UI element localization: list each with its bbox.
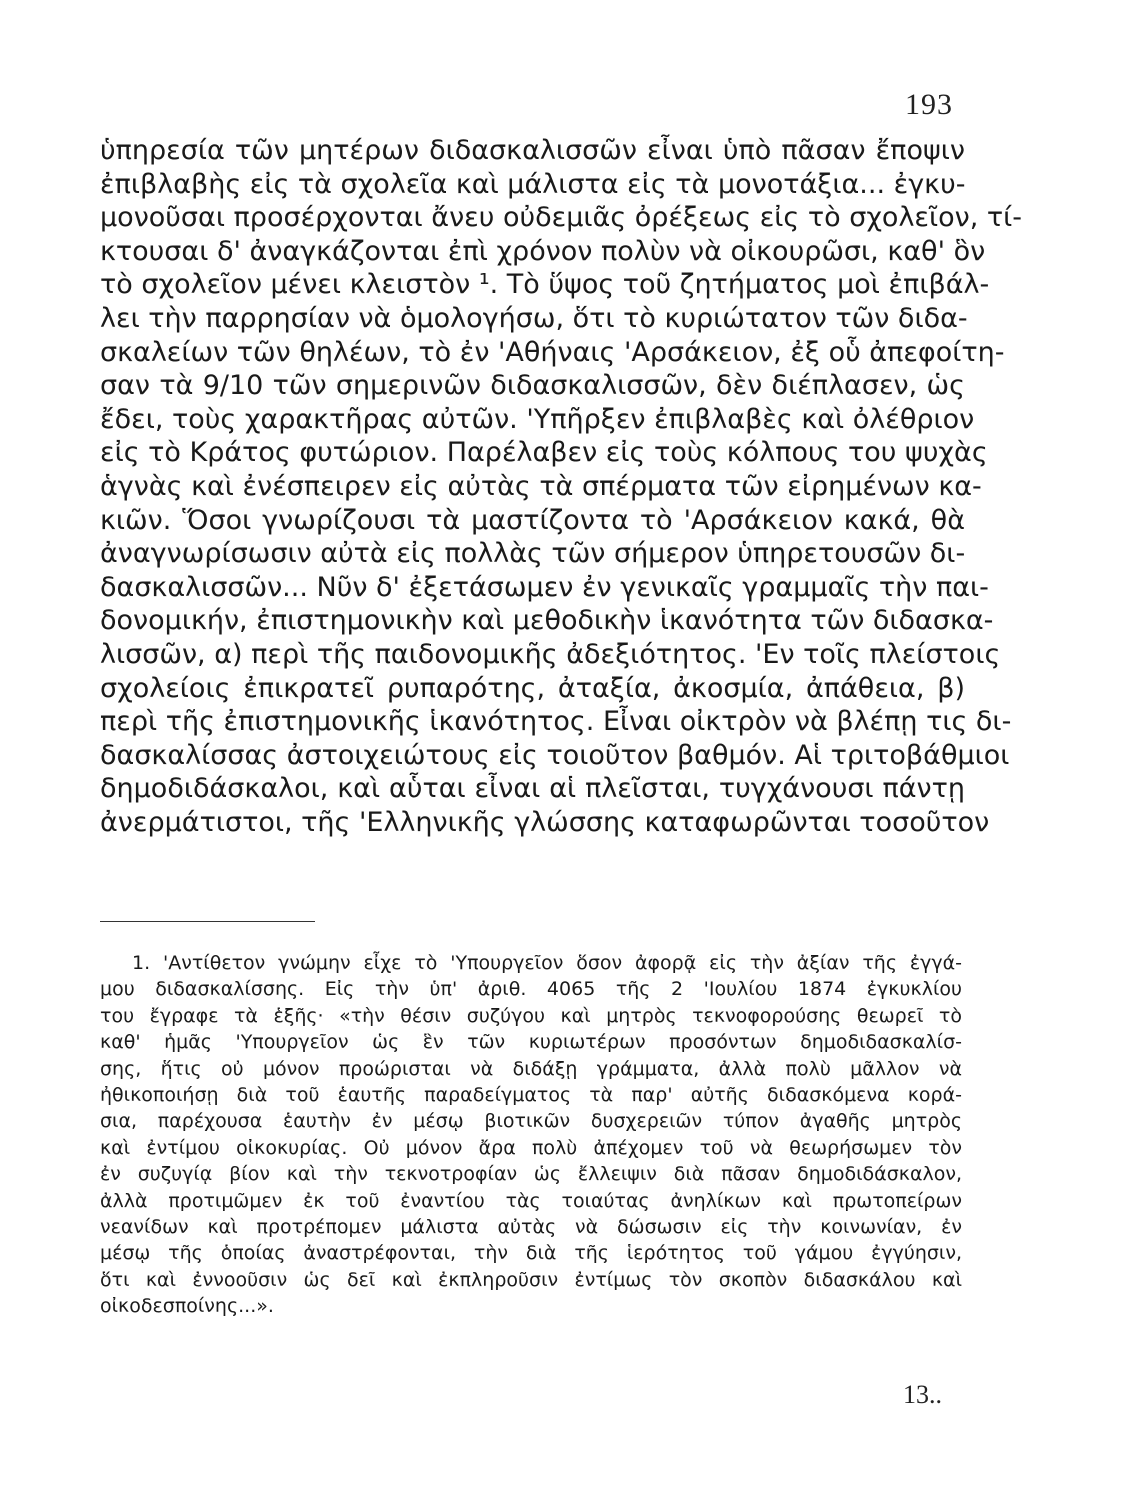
- footnote: [100, 950, 962, 1319]
- body-line: μονοῦσαι προσέρχονται ἄνευ οὐδεμιᾶς ὀρέξεως εἰς τὸ σχολεῖον, τί-: [100, 202, 1023, 234]
- footnote-line: νεανίδων καὶ προτρέπομεν μάλιστα αὐτὰς νὰ δώσωσιν εἰς τὴν κοινωνίαν, ἐν: [100, 1215, 962, 1238]
- footnote-line: μέσῳ τῆς ὁποίας ἀναστρέφονται, τὴν διὰ τῆς ἱερότητος τοῦ γάμου ἐγγύησιν,: [100, 1242, 962, 1265]
- footnote-line: σης, ἥτις οὐ μόνον προώρισται νὰ διδάξῃ γράμματα, ἀλλὰ πολὺ μᾶλλον νὰ: [100, 1057, 962, 1080]
- body-line: λει τὴν παρρησίαν νὰ ὁμολογήσω, ὅτι τὸ κυριώτατον τῶν διδα-: [100, 302, 968, 334]
- footnote-line: ὅτι καὶ ἐννοοῦσιν ὡς δεῖ καὶ ἐκπληροῦσιν ἐντίμως τὸν σκοπὸν διδασκάλου καὶ: [100, 1268, 962, 1291]
- footnote-line: μου διδασκαλίσσης. Εἰς τὴν ὑπ' ἀριθ. 4065 τῆς 2 'Ιουλίου 1874 ἐγκυκλίου: [100, 978, 962, 1001]
- footnote-line: ἀλλὰ προτιμῶμεν ἐκ τοῦ ἐναντίου τὰς τοιαύτας ἀνηλίκων καὶ πρωτοπείρων: [100, 1189, 962, 1212]
- body-line: περὶ τῆς ἐπιστημονικῆς ἱκανότητος. Εἶναι οἰκτρὸν νὰ βλέπῃ τις δι-: [100, 706, 1012, 738]
- footnote-line: ἐν συζυγίᾳ βίον καὶ τὴν τεκνοτροφίαν ὡς ἔλλειψιν διὰ πᾶσαν δημοδιδάσκαλον,: [100, 1163, 962, 1186]
- body-line: κτουσαι δ' ἀναγκάζονται ἐπὶ χρόνον πολὺν νὰ οἰκουρῶσι, καθ' ὃν: [100, 235, 986, 267]
- body-line: σκαλείων τῶν θηλέων, τὸ ἐν 'Αθήναις 'Αρσάκειον, ἐξ οὗ ἀπεφοίτη-: [100, 336, 1005, 368]
- body-line: σαν τὰ 9/10 τῶν σημερινῶν διδασκαλισσῶν, δὲν διέπλασεν, ὡς: [100, 370, 965, 402]
- footnote-line: σια, παρέχουσα ἑαυτὴν ἐν μέσῳ βιοτικῶν δυσχερειῶν τύπον ἀγαθῆς μητρὸς: [100, 1110, 962, 1133]
- footnote-line: του ἔγραφε τὰ ἑξῆς· «τὴν θέσιν συζύγου καὶ μητρὸς τεκνοφορούσης θεωρεῖ τὸ: [100, 1004, 962, 1027]
- footnote-divider: [100, 921, 315, 922]
- body-line: ἁγνὰς καὶ ἐνέσπειρεν εἰς αὐτὰς τὰ σπέρματα τῶν εἰρημένων κα-: [100, 470, 982, 502]
- body-line: δασκαλισσῶν... Νῦν δ' ἐξετάσωμεν ἐν γενικαῖς γραμμαῖς τὴν παι-: [100, 571, 989, 603]
- footnote-line: 1. 'Αντίθετον γνώμην εἶχε τὸ 'Υπουργεῖον ὅσον ἀφορᾷ εἰς τὴν ἀξίαν τῆς ἐγγά-: [132, 952, 962, 974]
- body-line: ὑπηρεσία τῶν μητέρων διδασκαλισσῶν εἶναι ὑπὸ πᾶσαν ἔποψιν: [100, 135, 965, 166]
- body-line: δονομικήν, ἐπιστημονικὴν καὶ μεθοδικὴν ἱκανότητα τῶν διδασκα-: [100, 605, 994, 637]
- body-line: σχολείοις ἐπικρατεῖ ρυπαρότης, ἀταξία, ἀκοσμία, ἀπάθεια, β): [100, 672, 965, 704]
- body-line: κιῶν. Ὅσοι γνωρίζουσι τὰ μαστίζοντα τὸ 'Αρσάκειον κακά, θὰ: [100, 504, 965, 536]
- body-line: ἐπιβλαβὴς εἰς τὰ σχολεῖα καὶ μάλιστα εἰς τὰ μονοτάξια... ἐγκυ-: [100, 168, 966, 200]
- footnote-line: καὶ ἐντίμου οἰκοκυρίας. Οὐ μόνον ἄρα πολὺ ἀπέχομεν τοῦ νὰ θεωρήσωμεν τὸν: [100, 1136, 962, 1159]
- signature-mark: 13..: [903, 1380, 942, 1409]
- body-line: ἔδει, τοὺς χαρακτῆρας αὐτῶν. 'Υπῆρξεν ἐπιβλαβὲς καὶ ὀλέθριον: [100, 403, 975, 435]
- body-line: τὸ σχολεῖον μένει κλειστὸν ¹. Τὸ ὕψος τοῦ ζητήματος μοὶ ἐπιβάλ-: [100, 269, 990, 301]
- body-line: δημοδιδάσκαλοι, καὶ αὗται εἶναι αἱ πλεῖσται, τυγχάνουσι πάντῃ: [100, 773, 965, 805]
- page-number: 193: [905, 88, 953, 121]
- body-line: δασκαλίσσας ἀστοιχειώτους εἰς τοιοῦτον βαθμόν. Αἱ τριτοβάθμιοι: [100, 739, 1010, 771]
- body-line: ἀνερμάτιστοι, τῆς 'Ελληνικῆς γλώσσης καταφωρῶνται τοσοῦτον: [100, 806, 990, 838]
- body-text: [100, 134, 1023, 839]
- footnote-line: οἰκοδεσποίνης...».: [100, 1295, 274, 1318]
- body-line: λισσῶν, α) περὶ τῆς παιδονομικῆς ἀδεξιότητος. 'Εν τοῖς πλείστοις: [100, 638, 1001, 670]
- footnote-line: καθ' ἡμᾶς 'Υπουργεῖον ὡς ἓν τῶν κυριωτέρων προσόντων δημοδιδασκαλίσ-: [100, 1031, 962, 1054]
- body-line: ἀναγνωρίσωσιν αὐτὰ εἰς πολλὰς τῶν σήμερον ὑπηρετουσῶν δι-: [100, 538, 966, 570]
- footnote-line: ἠθικοποιήσῃ διὰ τοῦ ἑαυτῆς παραδείγματος τὰ παρ' αὐτῆς διδασκόμενα κορά-: [100, 1083, 962, 1106]
- body-line: εἰς τὸ Κράτος φυτώριον. Παρέλαβεν εἰς τοὺς κόλπους του ψυχὰς: [100, 437, 988, 469]
